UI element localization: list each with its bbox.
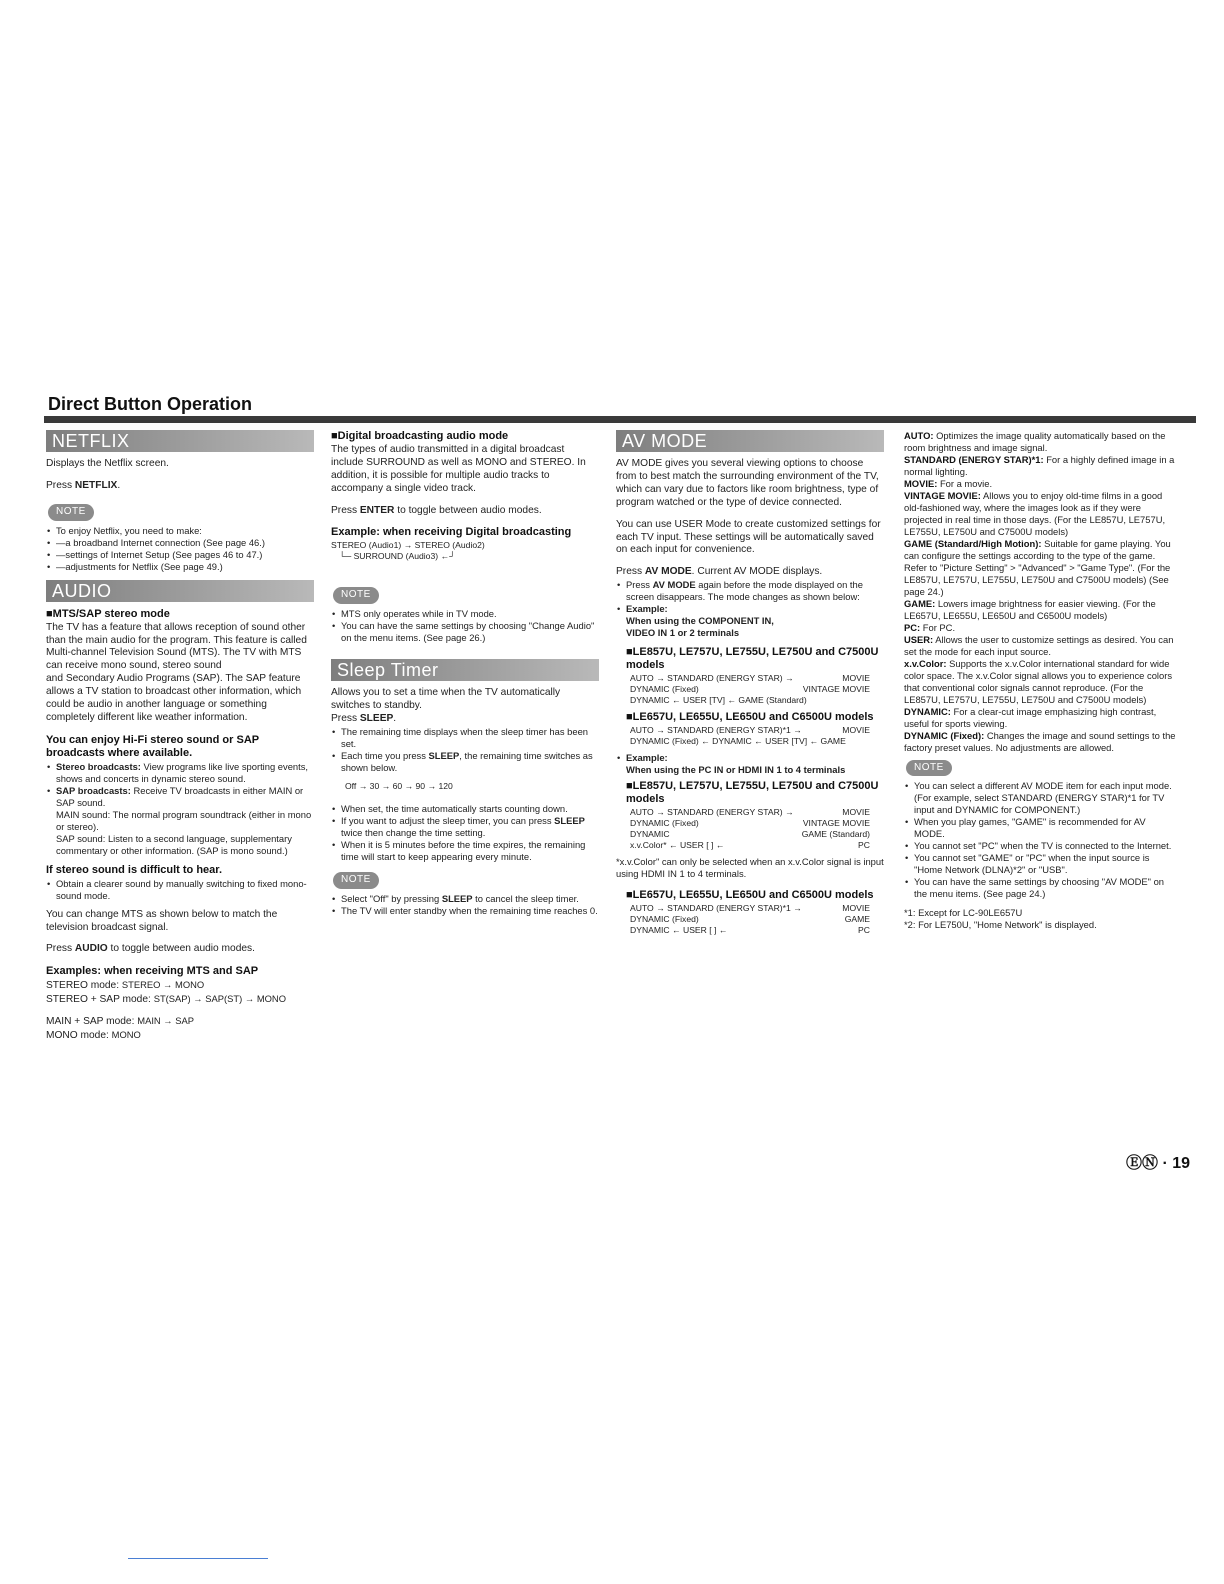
title-rule bbox=[44, 416, 1196, 423]
digital-flow: STEREO (Audio1) → STEREO (Audio2) └─ SURROUND (Audio3) ←┘ bbox=[331, 540, 485, 562]
sleep-press: Press SLEEP. bbox=[331, 713, 397, 725]
change-mts-text: You can change MTS as shown below to match the television broadcast signal. bbox=[46, 908, 278, 933]
audio-press: Press AUDIO to toggle between audio modes. bbox=[46, 943, 255, 955]
sleep-paragraph: Allows you to set a time when the TV automatically switches to standby. bbox=[331, 687, 561, 712]
difficult-heading: If stereo sound is difficult to hear. bbox=[46, 863, 223, 876]
netflix-notes: • To enjoy Netflix, you need to make: • —a broadband Internet connection (See page 46.) • —settings of Internet Setup (See pages 46 to 47.) • —adjustments for Netflix (See page 49.) bbox=[46, 525, 314, 573]
page-number: ⒺⓃ · 19 bbox=[1126, 1155, 1191, 1172]
mts-paragraph-1: The TV has a feature that allows reception of sound other than the main audio for the program. This feature is called Multi-channel Television Sound (MTS). The TV with MTS can receive mono sound, stereo sound bbox=[46, 621, 307, 672]
digital-heading: ■ Digital broadcasting audio mode bbox=[331, 430, 599, 443]
models-d-heading: ■ LE657U, LE655U, LE650U and C6500U models bbox=[616, 889, 884, 902]
mode-definition: MOVIE: For a movie. bbox=[904, 478, 993, 489]
example-stereo-sap: STEREO + SAP mode: ST(SAP) → SAP(ST) → MONO bbox=[46, 993, 286, 1006]
netflix-desc: Displays the Netflix screen. bbox=[46, 458, 169, 469]
note-badge: NOTE bbox=[906, 760, 952, 776]
avmode-list: • Press AV MODE again before the mode displayed on the screen disappears. The mode changes as shown below: • Example: When using the COMPONENT IN, VIDEO IN 1 or 2 terminals bbox=[616, 579, 884, 639]
models-c-heading: ■ LE857U, LE757U, LE755U, LE750U and C7500U models bbox=[616, 780, 884, 806]
example-stereo: STEREO mode: STEREO → MONO bbox=[46, 979, 205, 992]
mode-definitions bbox=[904, 430, 1176, 754]
models-b-heading: ■ LE657U, LE655U, LE650U and C6500U models bbox=[616, 711, 884, 724]
mode-definition: DYNAMIC (Fixed): Changes the image and sound settings to the factory preset values. No adjustments are allowed. bbox=[904, 730, 1176, 753]
difficult-list: • Obtain a clearer sound by manually switching to fixed mono-sound mode. bbox=[46, 878, 314, 902]
mode-definition: GAME: Lowers image brightness for easier viewing. (For the LE657U, LE655U, LE650U and C6500U models) bbox=[904, 598, 1156, 621]
flow-d: AUTO → STANDARD (ENERGY STAR)*1 → MOVIE DYNAMIC (Fixed) GAME DYNAMIC ← USER [ ] ← PC bbox=[630, 902, 870, 935]
xvcolor-note: *x.v.Color" can only be selected when an x.v.Color signal is input using HDMI IN 1 to 4 terminals. bbox=[616, 855, 884, 879]
av-notes: • You can select a different AV MODE item for each input mode. (For example, select STANDARD (ENERGY STAR)*1 for TV input and DYNAMIC for COMPONENT.) • When you play games, "GAME" is recommended for AV MODE. • You cannot set "PC" when the TV is connected to the Internet. • You cannot set "GAME" or "PC" when the input source is "Home Network (DLNA)*2" or "USB". • You can have the same settings by choosing "AV MODE" on the menu items. (See page 24.) bbox=[904, 780, 1176, 900]
mode-definition: DYNAMIC: For a clear-cut image emphasizing high contrast, useful for sports viewing. bbox=[904, 706, 1157, 729]
mode-definition: AUTO: Optimizes the image quality automatically based on the room brightness and image signal. bbox=[904, 430, 1166, 453]
column-3 bbox=[616, 430, 884, 941]
flow-c: AUTO → STANDARD (ENERGY STAR) → MOVIE DYNAMIC (Fixed) VINTAGE MOVIE DYNAMIC GAME (Standard) x.v.Color* ← USER [ ] ← PC bbox=[630, 806, 870, 850]
avmode-paragraph-1: AV MODE gives you several viewing options to choose from to best match the surrounding environment of the TV, which can vary due to factors like room brightness, type of program watched or the type of device connected. bbox=[616, 458, 879, 508]
footnote-1: *1: Except for LC-90LE657U bbox=[904, 907, 1023, 918]
flow-b: AUTO → STANDARD (ENERGY STAR)*1 → MOVIE DYNAMIC (Fixed) ← DYNAMIC ← USER [TV] ← GAME bbox=[630, 724, 870, 746]
mode-definition: GAME (Standard/High Motion): Suitable for game playing. You can configure the settings according to the type of the game. Refer to "Picture Setting" > "Advanced" > "Game Type". (For the LE857U, LE757U, LE755U, LE750U and C7500U models) (See page 24.) bbox=[904, 538, 1171, 597]
sleep-list-1: • The remaining time displays when the sleep timer has been set. • Each time you press SLEEP, the remaining time switches as shown below. bbox=[331, 726, 599, 774]
mode-definition: USER: Allows the user to customize settings as desired. You can set the mode for each input source. bbox=[904, 634, 1174, 657]
broadcast-list: • Stereo broadcasts: View programs like live sporting events, shows and concerts in dynamic stereo sound. • SAP broadcasts: Receive TV broadcasts in either MAIN or SAP sound. MAIN sound: The normal program soundtrack (either in mono or stereo). SAP sound: Listen to a second language, supplementary commentary or other information. (SAP is mono sound.) bbox=[46, 761, 314, 857]
bottom-link-line bbox=[128, 1558, 268, 1559]
mts-paragraph-2: and Secondary Audio Programs (SAP). The SAP feature allows a TV station to broadcast other information, which could be audio in another language or something completely different like weather information. bbox=[46, 673, 302, 723]
column-2 bbox=[331, 430, 599, 924]
models-a-heading: ■ LE857U, LE757U, LE755U, LE750U and C7500U models bbox=[616, 646, 884, 672]
sleep-band: Sleep Timer bbox=[331, 659, 599, 681]
note-badge: NOTE bbox=[48, 504, 94, 521]
avmode-paragraph-2: You can use USER Mode to create customized settings for each TV input. These settings will be automatically saved on each input for convenience. bbox=[616, 518, 881, 556]
sleep-list-2: • When set, the time automatically starts counting down. • If you want to adjust the sleep timer, you can press SLEEP twice then change the time setting. • When it is 5 minutes before the time expires, the remaining time will start to keep appearing every minute. bbox=[331, 803, 599, 863]
avmode-band: AV MODE bbox=[616, 430, 884, 452]
page-title: Direct Button Operation bbox=[48, 394, 253, 414]
column-1 bbox=[46, 430, 314, 1043]
mode-definition: PC: For PC. bbox=[904, 622, 956, 633]
digital-example-heading: Example: when receiving Digital broadcasting bbox=[331, 526, 572, 539]
netflix-press: Press NETFLIX. bbox=[46, 479, 121, 491]
mode-definition: STANDARD (ENERGY STAR)*1: For a highly defined image in a normal lighting. bbox=[904, 454, 1175, 477]
pc-example: • Example: When using the PC IN or HDMI IN 1 to 4 terminals bbox=[616, 752, 884, 776]
hifi-heading: You can enjoy Hi-Fi stereo sound or SAP broadcasts where available. bbox=[46, 733, 259, 759]
mts-heading: ■ MTS/SAP stereo mode bbox=[46, 608, 314, 621]
note-badge: NOTE bbox=[333, 587, 379, 604]
digital-notes: • MTS only operates while in TV mode. • You can have the same settings by choosing "Change Audio" on the menu items. (See page 26.) bbox=[331, 608, 599, 644]
example-main-sap: MAIN + SAP mode: MAIN → SAP bbox=[46, 1015, 195, 1028]
sleep-notes: • Select "Off" by pressing SLEEP to cancel the sleep timer. • The TV will enter standby when the remaining time reaches 0. bbox=[331, 893, 599, 917]
note-badge: NOTE bbox=[333, 872, 379, 889]
examples-heading: Examples: when receiving MTS and SAP bbox=[46, 965, 259, 978]
flow-a: AUTO → STANDARD (ENERGY STAR) → MOVIE DYNAMIC (Fixed) VINTAGE MOVIE DYNAMIC ← USER [TV] ← GAME (Standard) bbox=[630, 673, 870, 706]
column-4 bbox=[904, 430, 1176, 931]
example-mono: MONO mode: MONO bbox=[46, 1028, 141, 1041]
mode-definition: x.v.Color: Supports the x.v.Color international standard for wide color space. The x.v.Color signal allows you to experience colors that conventional color signals cannot reproduce. (For the LE857U, LE757U, LE755U, LE750U and C7500U models) bbox=[904, 658, 1173, 705]
avmode-press: Press AV MODE. Current AV MODE displays. bbox=[616, 566, 823, 578]
digital-press: Press ENTER to toggle between audio modes. bbox=[331, 504, 542, 516]
sleep-flow: Off → 30 → 60 → 90 → 120 bbox=[345, 780, 453, 791]
netflix-band: NETFLIX bbox=[46, 430, 314, 452]
digital-paragraph: The types of audio transmitted in a digital broadcast include SURROUND as well as MONO and STEREO. In addition, it is possible for multiple audio tracks to accompany a single video track. bbox=[331, 443, 586, 494]
audio-band: AUDIO bbox=[46, 580, 314, 602]
footnote-2: *2: For LE750U, "Home Network" is displayed. bbox=[904, 919, 1097, 930]
mode-definition: VINTAGE MOVIE: Allows you to enjoy old-time films in a good old-fashioned way, where the images look as if they were projected in real time in those days. (For the LE857U, LE757U, LE755U, LE750U and C7500U models) bbox=[904, 490, 1166, 537]
